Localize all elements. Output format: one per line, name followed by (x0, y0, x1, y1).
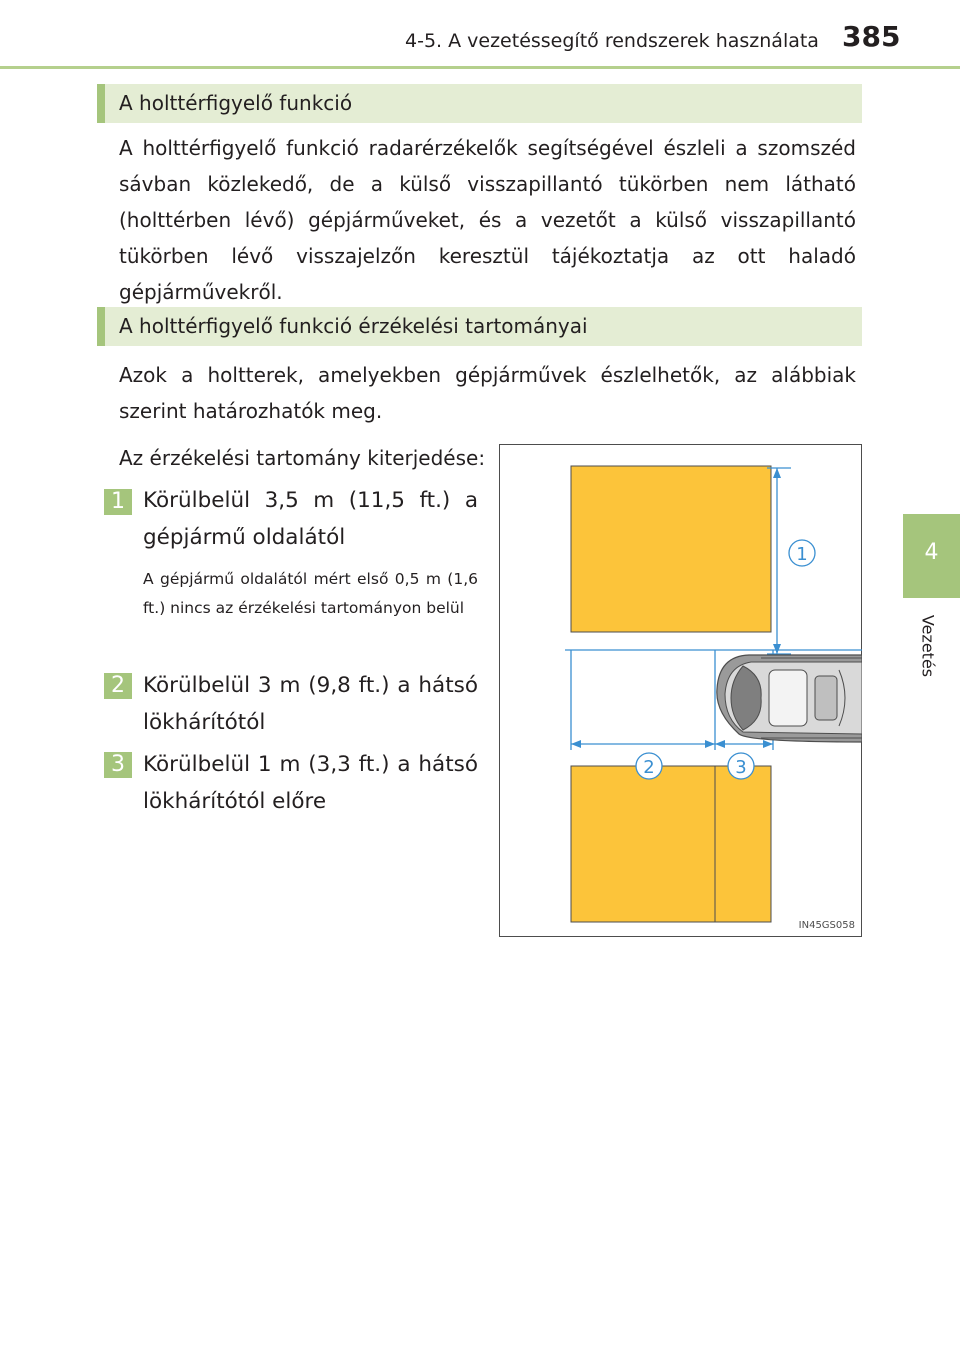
section-heading-blind-spot (97, 84, 862, 123)
car-icon (717, 655, 862, 742)
figure-label-3: 3 (735, 757, 747, 778)
range-item-side: Körülbelül 3,5 m (11,5 ft.) a gépjármű oldalától (143, 488, 478, 550)
detection-zone-rear (571, 766, 771, 922)
item-number-badge: 1 (104, 489, 132, 515)
running-header-title: 4-5. A vezetéssegítő rendszerek használata (405, 30, 819, 52)
chapter-number: 4 (924, 540, 939, 565)
detection-zone-side (571, 466, 771, 632)
section-heading-text: A holttérfigyelő funkció érzékelési tartományai (119, 314, 588, 338)
section-heading-text: A holttérfigyelő funkció (119, 91, 353, 115)
range-intro: Az érzékelési tartomány kiterjedése: (119, 446, 486, 470)
figure-label-1: 1 (796, 544, 808, 565)
figure-code: IN45GS058 (798, 920, 855, 931)
item-number-badge: 3 (104, 752, 132, 778)
range-item-note: A gépjármű oldalától mért első 0,5 m (1,6 ft.) nincs az érzékelési tartományon belül (143, 570, 478, 617)
figure-label-2: 2 (643, 757, 655, 778)
intro-paragraph: A holttérfigyelő funkció radarérzékelők segítségével észleli a szomszéd sávban közlekedő, de a külső visszapillantó tükörben nem látható (holttérben lévő) gépjárműveket, és a vezetőt a külső visszapillantó tükörben lévő visszajelzőn keresztül tájékoztatja az ott haladó gépjárművekről. (119, 136, 856, 304)
page-number: 385 (842, 20, 901, 53)
chapter-label (898, 606, 958, 686)
item-number-badge: 2 (104, 673, 132, 699)
chapter-label-text: Vezetés (918, 614, 938, 678)
range-item-front: Körülbelül 1 m (3,3 ft.) a hátsó lökhárítótól előre (143, 752, 478, 814)
section-heading-detection-ranges (97, 307, 862, 346)
header-rule (0, 66, 960, 69)
chapter-tab (903, 514, 960, 598)
range-item-rear: Körülbelül 3 m (9,8 ft.) a hátsó lökhárítótól (143, 673, 478, 735)
ranges-paragraph: Azok a holtterek, amelyekben gépjárművek észlelhetők, az alábbiak szerint határozhatók meg. (119, 363, 856, 423)
detection-range-diagram (499, 444, 862, 937)
detection-range-figure (499, 444, 862, 937)
